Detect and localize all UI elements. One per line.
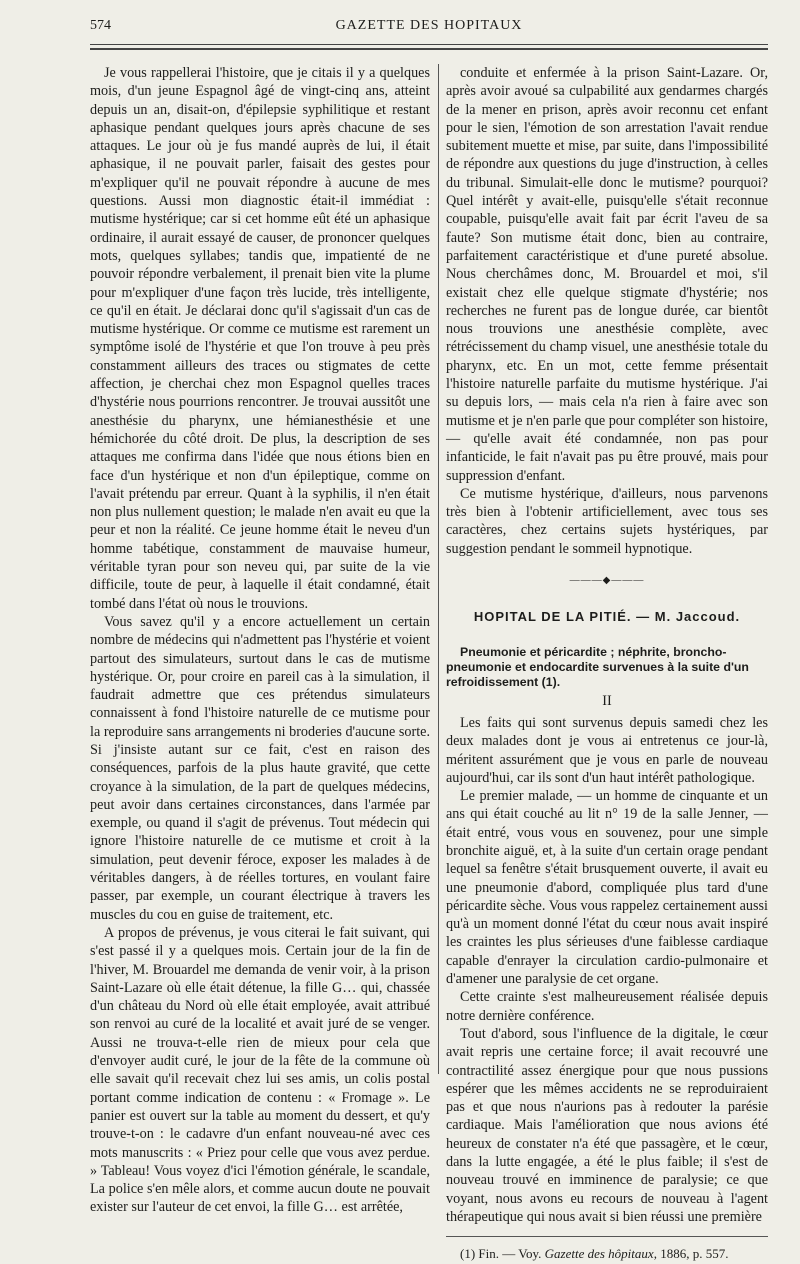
footnote-prefix: (1) Fin. — Voy.: [460, 1246, 545, 1262]
left-column: [90, 64, 430, 1217]
paragraph: Les faits qui sont survenus depuis samedi chez les deux malades dont je vous ai entretenus ce jour-là, méritent assurément que je vous en parle de nouveau aujourd'hui, car ils sont d'un haut intérêt pathologique.: [446, 714, 768, 786]
paragraph: Ce mutisme hystérique, d'ailleurs, nous parvenons très bien à l'obtenir artificiellement, avec tous ses caractères, chez certains sujets hystériques, par suggestion pendant le sommeil hypnotique.: [446, 485, 768, 557]
section-separator: ———◆———: [569, 575, 645, 587]
section-heading: HOPITAL DE LA PITIÉ. — M. Jaccoud.: [473, 609, 741, 625]
paragraph: conduite et enfermée à la prison Saint-Lazare. Or, après avoir avoué sa culpabilité aux gendarmes chargés de la mener en prison, après avoir reconnu cet enfant pour le sien, l'émotion de son arrestation l'avait rendue subitement muette et mise, par suite, dans l'impossibilité de répondre aux questions du juge d'instruction, à celles du tribunal. Simulait-elle donc le mutisme? pourquoi? Quel intérêt y avait-elle, puisqu'elle s'était reconnue coupable, puisqu'elle avait fait par écrit l'aveu de sa faute? Son mutisme était donc, bien au contraire, parfaitement caractéristique et d'une pureté absolue. Nous cherchâmes donc, M. Brouardel et moi, s'il existait chez elle quelque stigmate d'hystérie; nos recherches ne furent pas de longue durée, car bientôt nous trouvions une anesthésie complète, avec rétrécissement du champ visuel, une anesthésie totale du pharynx, etc. En un mot, cette femme présentait l'histoire naturelle parfaite du mutisme hystérique. J'ai su depuis lors, — mais cela n'a rien à faire avec son mutisme et je n'en parle que pour compléter son histoire, — qu'elle avait été condamnée, non pas pour infanticide, le fait n'avait pas pu être prouvé, mais pour suppression d'enfant.: [446, 65, 768, 484]
paragraph: Le premier malade, — un homme de cinquante et un ans qui était couché au lit n° 19 de la salle Jenner, — était entré, vous vous en souvenez, pour une simple bronchite aiguë, et, à la suite d'un certain orage pendant lequel sa fenêtre s'était brusquement ouverte, il avait eu une pneumonie d'abord, compliquée plus tard d'une péricardite sèche. Vous vous rappelez certainement aussi qu'à un moment donné l'état du cœur nous avait inspiré les craintes les plus sérieuses d'une faiblesse cardiaque capable d'enrayer la circulation cardio-pulmonaire et d'amener une paralysie de cet organe.: [446, 788, 768, 988]
header-rule-thick: [90, 48, 768, 50]
footnote-source: Gazette des hôpitaux: [544, 1246, 654, 1262]
footnote-rule: [446, 1236, 768, 1237]
running-title: GAZETTE DES HOPITAUX: [335, 18, 523, 33]
footnote-suffix: , 1886, p. 557.: [653, 1246, 729, 1262]
header-rule: [90, 44, 768, 45]
right-column: [446, 64, 768, 1264]
part-number: II: [602, 692, 612, 709]
paragraph: Tout d'abord, sous l'influence de la digitale, le cœur avait repris une certaine force; il avait recouvré une contractilité assez énergique pour que nous pussions espérer que les mêmes accidents ne se reproduiraient pas et que nous n'aurions pas à redouter la parésie cardiaque. Mais l'amélioration que nous avions été heureux de constater n'a été que passagère, et le cœur, dans la lutte engagée, a été le plus faible; il s'est de nouveau trouvé en imminence de paralysie; ce que voyant, nous avons eu recours de nouveau à l'agent thérapeutique qui nous avait si bien réussi une première: [446, 1025, 768, 1225]
paragraph: Je vous rappellerai l'histoire, que je citais il y a quelques mois, d'un jeune Espagnol âgé de vingt-cinq ans, atteint depuis un an, disait-on, d'épilepsie syphilitique et restant aphasique pendant quelques jours après chacune de ses attaques. Le jour où je fus mandé auprès de lui, il était aphasique, il ne pouvait parler, faisait des gestes pour m'expliquer qu'il ne pouvait répondre à aucune de mes questions. Aussi mon diagnostic était-il immédiat : mutisme hystérique; car si cet homme eût été un aphasique ordinaire, il aurait essayé de causer, de prononcer quelques mots, quelques syllabes; tandis que, impatienté de ne pouvoir répondre verbalement, il prenait bien vite la plume pour m'expliquer d'une façon très lucide, très intelligente, ce qu'il en était. Je déclarai donc qu'il s'agissait d'un cas de mutisme hystérique. Or comme ce mutisme est rarement un symptôme isolé de l'hystérie et que l'on trouve à peu près constamment ailleurs des traces ou stigmates de cette affection, je cherchai chez mon Espagnol quelles traces d'hystérie nous pourrions rencontrer. Je trouvai aussitôt une anesthésie du pharynx, une hémianesthésie et une hémichorée du côté droit. De plus, la description de ses attaques me confirma dans l'idée que nous étions bien en face d'un hystérique et non d'un épileptique, comme on l'avait prétendu par erreur. Quant à la syphilis, il n'en était non plus nullement question; le malade n'en avait eu que la peur et non la réalité. Ce jeune homme était le neveu d'un homme tabétique, constamment de mauvaise humeur, véritable tyran pour son neveu qui, par suite de la vie difficile, toute de peur, à laquelle il était condamné, était tombé dans l'état où nous le trouvions.: [90, 65, 430, 612]
article-title: Pneumonie et péricardite ; néphrite, broncho-pneumonie et endocardite survenues à la suite d'un refroidissement (1).: [446, 644, 749, 689]
page-header: [90, 18, 768, 42]
paragraph: Vous savez qu'il y a encore actuellement un certain nombre de médecins qui n'admettent pas l'hystérie et voient partout des simulateurs, surtout dans le cas de mutisme hystérique. Or, pour croire en pareil cas à la simulation, il faudrait admettre que ces prétendus simulateurs connaissent à fond l'histoire naturelle de ce mutisme pour la reproduire sans arrangements ni broderies d'aucune sorte. Si j'insiste autant sur ce fait, c'est en raison des conséquences, parfois de la plus haute gravité, que cette croyance à la simulation, de la part de quelques médecins, peut avoir dans certaines circonstances, dans l'armée par exemple, ou quand il s'agit de prévenus. Tout médecin qui ignore l'histoire naturelle de ce mutisme et croit à la simulation, peut devenir féroce, exposer les malades à de véritables dangers, à de réelles tortures, en voulant faire passer, par exemple, un courant électrique à travers les muscles du cou en guise de traitement, etc.: [90, 613, 430, 923]
paragraph: A propos de prévenus, je vous citerai le fait suivant, qui s'est passé il y a quelques mois. Certain jour de la fin de l'hiver, M. Brouardel me demanda de venir voir, à la prison Saint-Lazare où elle était détenue, la fille G… qui, chassée d'un château du Nord où elle était employée, avait attribué son renvoi au curé de la localité et avait juré de se venger. Aussi ne trouva-t-elle rien de mieux pour cela que d'envoyer audit curé, le jour de la fête de la commune où elle savait qu'il recevait chez lui ses amis, un colis postal portant comme indication de contenu : « Fromage ». Le panier est ouvert sur la table au moment du dessert, et qu'y trouve-t-on : le cadavre d'un enfant nouveau-né avec ces mots manuscrits : « Priez pour celle que vous avez perdue. » Tableau! Vous voyez d'ici l'émotion générale, le scandale, La police s'en mêle alors, et comme aucun doute ne pouvait exister sur l'auteur de cet envoi, la fille G… est arrêtée,: [90, 924, 430, 1216]
page-number: 574: [90, 18, 111, 33]
paragraph: Cette crainte s'est malheureusement réalisée depuis notre dernière conférence.: [446, 989, 768, 1024]
footnote: [446, 1245, 768, 1263]
column-divider: [438, 64, 439, 1074]
